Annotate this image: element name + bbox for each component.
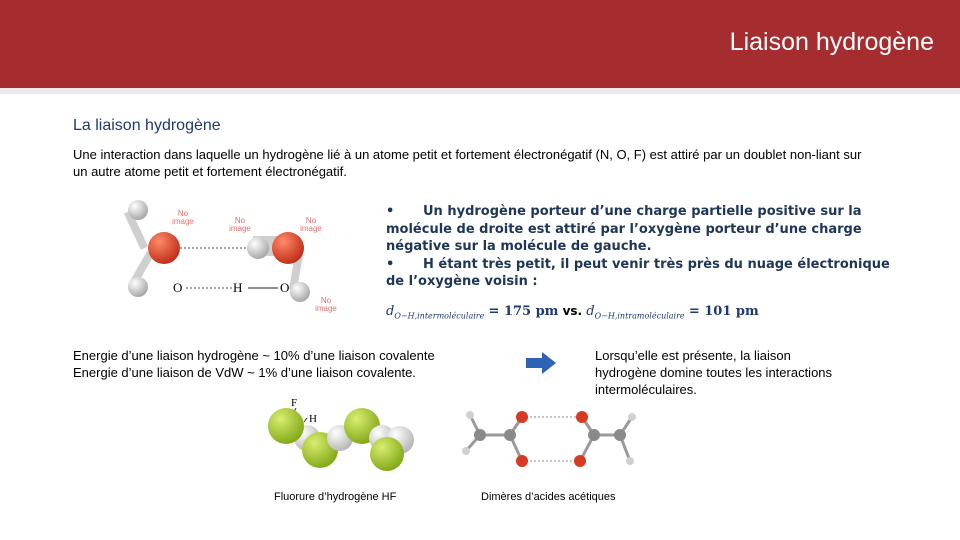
- bullet-text: H étant très petit, il peut venir très près du nuage électronique de l’oxygène voisin :: [386, 256, 890, 289]
- energy-line-hbond: Energie d’une liaison hydrogène ~ 10% d’une liaison covalente: [73, 348, 435, 363]
- oxygen-atom: [516, 411, 528, 423]
- formula-vs: vs.: [562, 304, 583, 318]
- atom-label-o: O: [173, 280, 183, 295]
- section-heading: La liaison hydrogène: [73, 117, 221, 134]
- hydrogen-atom: [247, 237, 269, 259]
- carbon-atom: [504, 429, 516, 441]
- formula-subscript-inter: O−H,intermoléculaire: [394, 311, 485, 321]
- hydrogen-atom: [628, 413, 636, 421]
- carbon-atom: [588, 429, 600, 441]
- no-image-placeholder: No image: [300, 216, 322, 233]
- bullet-marker: •: [386, 256, 395, 272]
- fluorine-atom: [268, 408, 304, 444]
- formula-value-intra: = 101 pm: [688, 304, 759, 319]
- carbon-atom: [474, 429, 486, 441]
- slide-title: Liaison hydrogène: [729, 28, 934, 56]
- label-pointer: [304, 418, 307, 422]
- hydrogen-atom: [462, 447, 470, 455]
- formula-symbol: d: [586, 304, 595, 319]
- distance-formula: [386, 304, 759, 321]
- title-bar: [0, 0, 960, 88]
- atom-label-h: H: [309, 413, 317, 425]
- oxygen-atom: [574, 455, 586, 467]
- oxygen-atom: [576, 411, 588, 423]
- energy-line-vdw: Energie d’une liaison de VdW ~ 1% d’une liaison covalente.: [73, 365, 416, 380]
- no-image-placeholder: No image: [315, 296, 337, 313]
- hydrogen-atom: [290, 282, 310, 302]
- acetic-acid-dimer-figure: [462, 405, 642, 477]
- hydrogen-atom: [128, 277, 148, 297]
- definition-text: Une interaction dans laquelle un hydrogène lié à un atome petit et fortement électronégatif (N, O, F) est attiré par un doublet non-liant sur un autre atome petit et fortement électronégatif.: [73, 147, 862, 179]
- dimer-caption: Dimères d’acides acétiques: [481, 491, 616, 503]
- oxygen-atom: [148, 232, 180, 264]
- atom-label-f: F: [291, 397, 298, 409]
- hydrogen-atom: [466, 411, 474, 419]
- atom-label-o: O: [280, 280, 290, 295]
- hydrogen-atom: [626, 457, 634, 465]
- fluorine-atom: [370, 437, 404, 471]
- bullet-text: Un hydrogène porteur d’une charge partielle positive sur la molécule de droite est attiré par l’oxygène porteur d’une charge négative sur la molécule de gauche.: [386, 204, 862, 254]
- atom-label-h: H: [233, 280, 243, 295]
- energy-text: [73, 347, 435, 381]
- hydrogen-atom: [128, 200, 148, 220]
- bullet-marker: •: [386, 204, 395, 219]
- formula-symbol: d: [386, 304, 395, 319]
- title-divider: [0, 88, 960, 94]
- formula-value-inter: = 175 pm: [488, 304, 559, 319]
- bullet-list: [386, 203, 906, 291]
- no-image-placeholder: No image: [172, 209, 194, 226]
- bullet-item: [386, 256, 906, 291]
- bullet-item: [386, 203, 906, 256]
- carbon-atom: [614, 429, 626, 441]
- right-arrow-icon: [526, 352, 556, 374]
- oxygen-atom: [272, 232, 304, 264]
- conclusion-text: Lorsqu’elle est présente, la liaison hydrogène domine toutes les interactions intermoléculaires.: [595, 348, 833, 397]
- no-image-placeholder: No image: [229, 216, 251, 233]
- hf-caption: Fluorure d’hydrogène HF: [274, 491, 397, 503]
- oxygen-atom: [516, 455, 528, 467]
- hf-chain-figure: [262, 394, 422, 474]
- formula-subscript-intra: O−H,intramoléculaire: [594, 311, 685, 321]
